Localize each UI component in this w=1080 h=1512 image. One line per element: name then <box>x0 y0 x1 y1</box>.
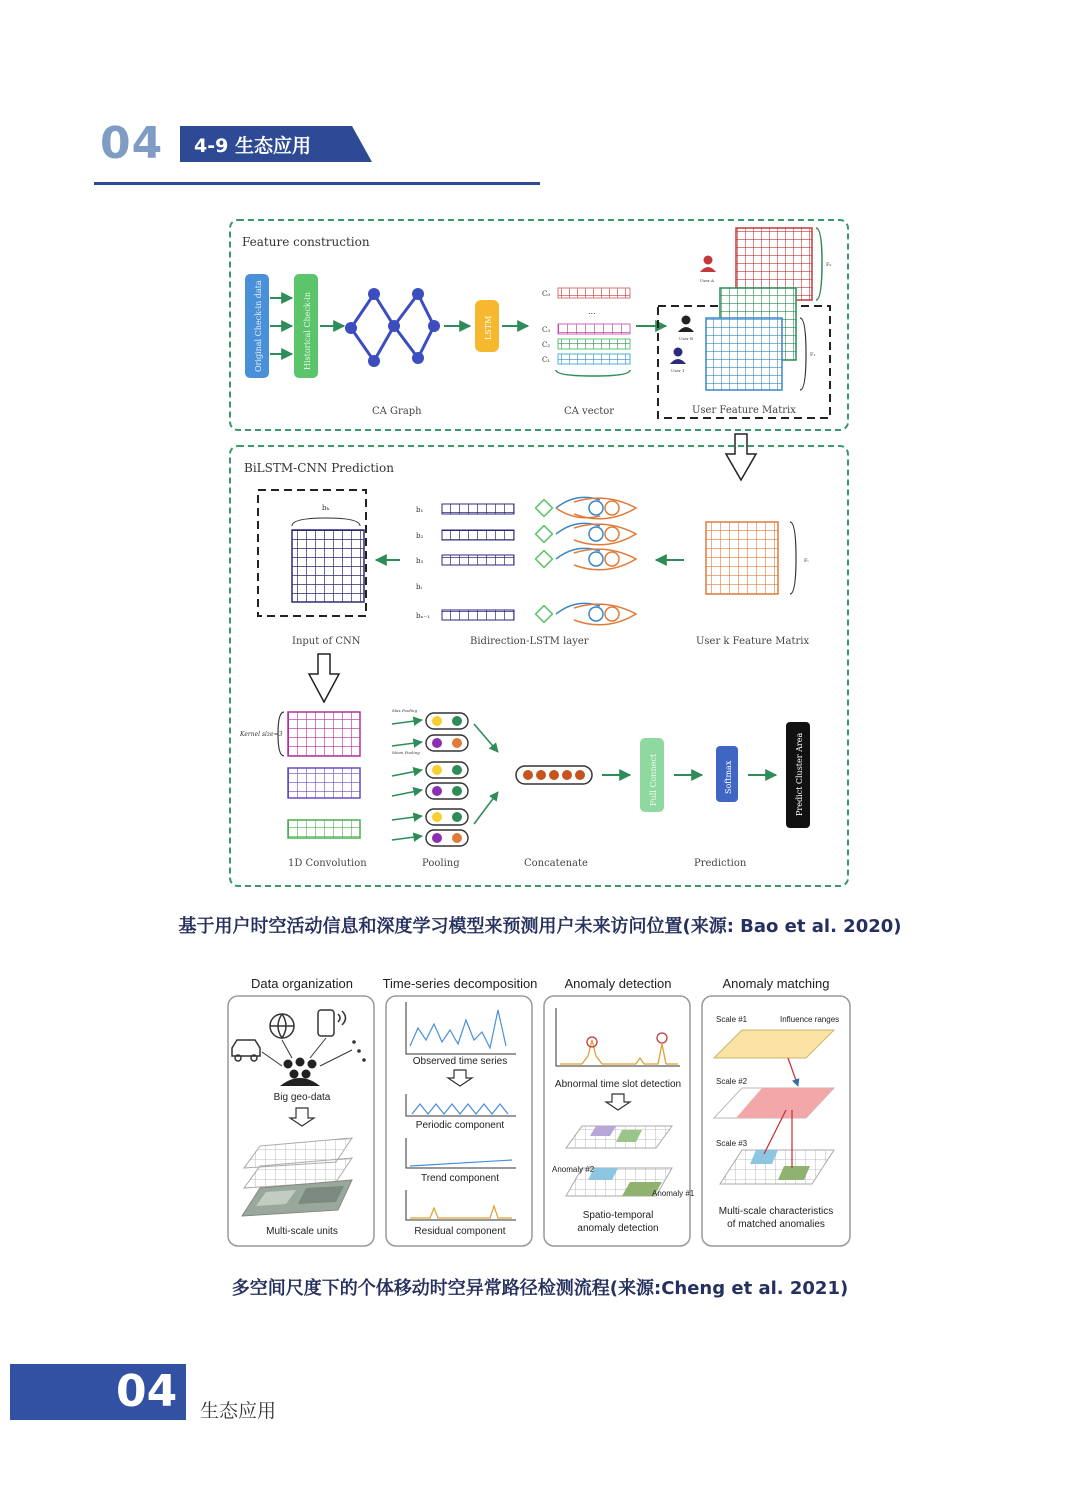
concatenate-label: Concatenate <box>524 858 588 869</box>
header-rule <box>94 182 540 185</box>
section-tab <box>180 126 372 162</box>
user-1-icon <box>670 348 686 374</box>
pooling-label: Pooling <box>422 858 460 869</box>
svg-text:Mean Pooling: Mean Pooling <box>392 750 420 755</box>
svg-text:b₃: b₃ <box>416 557 424 565</box>
svg-text:Scale #2: Scale #2 <box>716 1077 748 1086</box>
svg-text:Softmax: Softmax <box>724 760 733 794</box>
down-arrow-2 <box>309 654 339 702</box>
conv-matrix-1 <box>288 712 360 756</box>
feature-construction-title: Feature construction <box>242 235 370 249</box>
user-k-matrix <box>706 522 778 594</box>
trend-series <box>410 1160 512 1166</box>
svg-text:...: ... <box>588 307 596 316</box>
svg-text:bₖ: bₖ <box>322 504 330 512</box>
svg-text:Scale #3: Scale #3 <box>716 1139 748 1148</box>
figure1-caption: 基于用户时空活动信息和深度学习模型来预测用户未来访问位置(来源: Bao et al. 2020) <box>178 916 902 937</box>
col-title-anomaly-matching: Anomaly matching <box>722 976 830 991</box>
user-a-icon <box>700 256 716 284</box>
svg-text:Original Check-in data: Original Check-in data <box>254 280 263 372</box>
svg-text:Anomaly #1: Anomaly #1 <box>652 1189 695 1198</box>
svg-text:User A: User A <box>700 278 714 283</box>
pooling-pairs <box>426 713 468 846</box>
bilstm-layer-label: Bidirection-LSTM layer <box>470 636 589 647</box>
bilstm-rows <box>416 504 514 620</box>
svg-text:Influence ranges: Influence ranges <box>780 1015 840 1024</box>
svg-text:Multi-scale units: Multi-scale units <box>266 1226 338 1237</box>
svg-text:anomaly detection: anomaly detection <box>577 1223 659 1234</box>
svg-text:LSTM: LSTM <box>484 315 493 340</box>
svg-text:Periodic component: Periodic component <box>415 1120 505 1131</box>
svg-text:C₀: C₀ <box>542 290 551 298</box>
svg-text:b₁: b₁ <box>416 506 424 514</box>
prediction-label: Prediction <box>694 858 747 869</box>
scale-3-plane <box>720 1150 834 1184</box>
svg-text:Residual component: Residual component <box>414 1226 506 1237</box>
bilstm-cells <box>522 497 636 624</box>
footer-section-title: 生态应用 <box>200 1400 277 1422</box>
cnn-input-matrix <box>292 530 364 602</box>
col-box-3 <box>544 996 690 1246</box>
svg-text:of matched anomalies: of matched anomalies <box>727 1219 825 1230</box>
figure-deep-learning-prediction <box>226 216 854 892</box>
conv-matrix-3 <box>288 820 360 838</box>
col-title-anomaly-detection: Anomaly detection <box>564 976 672 991</box>
observed-series <box>410 1010 506 1048</box>
svg-text:Spatio-temporal: Spatio-temporal <box>582 1210 654 1221</box>
svg-text:C₁: C₁ <box>542 356 551 364</box>
svg-text:Trend component: Trend component <box>420 1173 500 1184</box>
chapter-number: 04 <box>100 118 164 169</box>
user-b-icon <box>678 316 694 342</box>
svg-text:C₂: C₂ <box>542 341 551 349</box>
conv1d-label: 1D Convolution <box>288 858 367 869</box>
dots-icon <box>352 1040 366 1062</box>
input-cnn-label: Input of CNN <box>292 636 361 647</box>
periodic-series <box>412 1104 508 1114</box>
svg-text:Full Connect: Full Connect <box>649 753 658 806</box>
svg-text:Big geo-data: Big geo-data <box>273 1092 331 1103</box>
svg-text:F₁: F₁ <box>810 352 816 358</box>
figure2-caption: 多空间尺度下的个体移动时空异常路径检测流程(来源:Cheng et al. 2021) <box>231 1278 849 1299</box>
svg-text:bₙ₋₁: bₙ₋₁ <box>416 612 431 620</box>
crowd-icon <box>280 1058 320 1087</box>
ca-vector-label: CA vector <box>564 406 615 417</box>
svg-text:Predict Cluster Area: Predict Cluster Area <box>795 732 804 816</box>
footer-chapter-number: 04 <box>116 1366 178 1417</box>
svg-text:User 1: User 1 <box>671 368 685 373</box>
figure-anomaly-detection-workflow <box>226 970 856 1252</box>
svg-text:bᵢ: bᵢ <box>416 583 422 591</box>
svg-text:Fₖ: Fₖ <box>826 262 832 268</box>
svg-text:Observed time series: Observed time series <box>412 1056 508 1067</box>
ca-graph-label: CA Graph <box>372 406 422 417</box>
svg-text:Anomaly #2: Anomaly #2 <box>552 1165 595 1174</box>
col-title-data-organization: Data organization <box>251 976 353 991</box>
phone-icon <box>318 1010 346 1036</box>
svg-text:Fᵢ: Fᵢ <box>804 558 809 564</box>
residual-series <box>410 1206 512 1218</box>
svg-text:Multi-scale characteristics: Multi-scale characteristics <box>718 1206 834 1217</box>
svg-text:Kernel size=3: Kernel size=3 <box>240 731 283 738</box>
user-k-matrix-label: User k Feature Matrix <box>696 636 810 647</box>
svg-text:Max Pooling: Max Pooling <box>392 708 418 713</box>
car-icon <box>232 1040 260 1061</box>
col-title-time-series: Time-series decomposition <box>382 976 538 991</box>
abnormal-series <box>560 1040 678 1064</box>
matrix-blue <box>706 318 782 390</box>
multi-scale-layers <box>242 1138 352 1216</box>
svg-text:Scale #1: Scale #1 <box>716 1015 748 1024</box>
globe-icon <box>270 1014 294 1038</box>
svg-text:User B: User B <box>679 336 693 341</box>
svg-text:Abnormal time slot detection: Abnormal time slot detection <box>554 1079 682 1090</box>
svg-text:b₂: b₂ <box>416 532 424 540</box>
down-arrow-1 <box>726 434 756 480</box>
section-title: 4-9 生态应用 <box>194 135 311 157</box>
svg-text:C₃: C₃ <box>542 326 551 334</box>
svg-text:Historical Check-in: Historical Check-in <box>303 291 312 370</box>
scale-1-plane <box>714 1030 834 1058</box>
conv-matrix-2 <box>288 768 360 798</box>
user-feature-matrix-label: User Feature Matrix <box>692 405 796 416</box>
bilstm-cnn-title: BiLSTM-CNN Prediction <box>244 461 394 475</box>
